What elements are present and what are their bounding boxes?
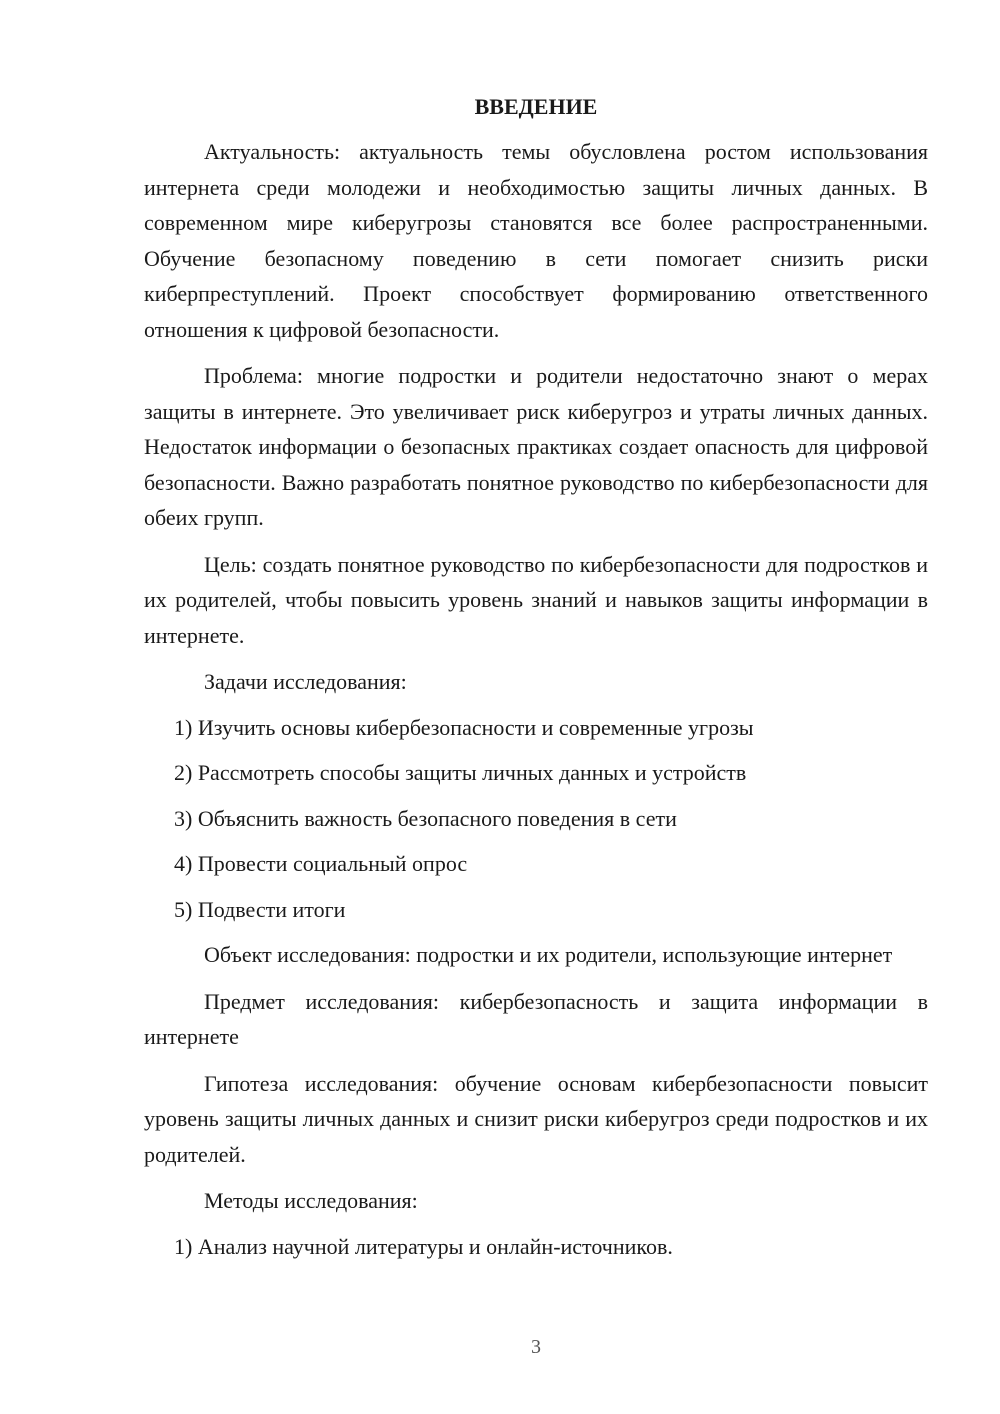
object-paragraph: Объект исследования: подростки и их родители, использующие интернет: [204, 942, 893, 967]
tasks-list: [144, 710, 928, 928]
methods-heading: Методы исследования:: [204, 1188, 418, 1213]
document-page: [144, 92, 928, 1274]
page-number: 3: [531, 1336, 541, 1358]
problem-paragraph: Проблема: многие подростки и родители недостаточно знают о мерах защиты в интернете. Это увеличивает риск киберугроз и утраты личных данных. Недостаток информации о безопасных практиках создает опасность для цифровой безопасности. Важно разработать понятное руководство по кибербезопасности для обеих групп.: [144, 363, 928, 530]
task-item: 4) Провести социальный опрос: [174, 851, 468, 876]
task-item: 1) Изучить основы кибербезопасности и современные угрозы: [174, 714, 754, 740]
tasks-heading: Задачи исследования:: [204, 669, 407, 694]
goal-paragraph: Цель: создать понятное руководство по кибербезопасности для подростков и их родителей, чтобы повысить уровень знаний и навыков защиты информации в интернете.: [144, 551, 928, 648]
page-title: ВВЕДЕНИЕ: [474, 94, 598, 119]
methods-list: [144, 1229, 928, 1265]
subject-paragraph: Предмет исследования: кибербезопасность и защита информации в интернете: [144, 988, 928, 1049]
hypothesis-paragraph: Гипотеза исследования: обучение основам кибербезопасности повысит уровень защиты личных данных и снизит риски киберугроз среди подростков и их родителей.: [144, 1070, 928, 1167]
method-item: 1) Анализ научной литературы и онлайн-источников.: [174, 1233, 673, 1259]
task-item: 5) Подвести итоги: [174, 896, 346, 922]
relevance-paragraph: Актуальность: актуальность темы обусловлена ростом использования интернета среди молодежи и необходимостью защиты личных данных. В современном мире киберугрозы становятся все более распространенными. Обучение безопасному поведению в сети помогает снизить риски киберпреступлений. Проект способствует формированию ответственного отношения к цифровой безопасности.: [144, 139, 928, 342]
task-item: 2) Рассмотреть способы защиты личных данных и устройств: [174, 760, 747, 785]
task-item: 3) Объяснить важность безопасного поведения в сети: [174, 805, 677, 831]
